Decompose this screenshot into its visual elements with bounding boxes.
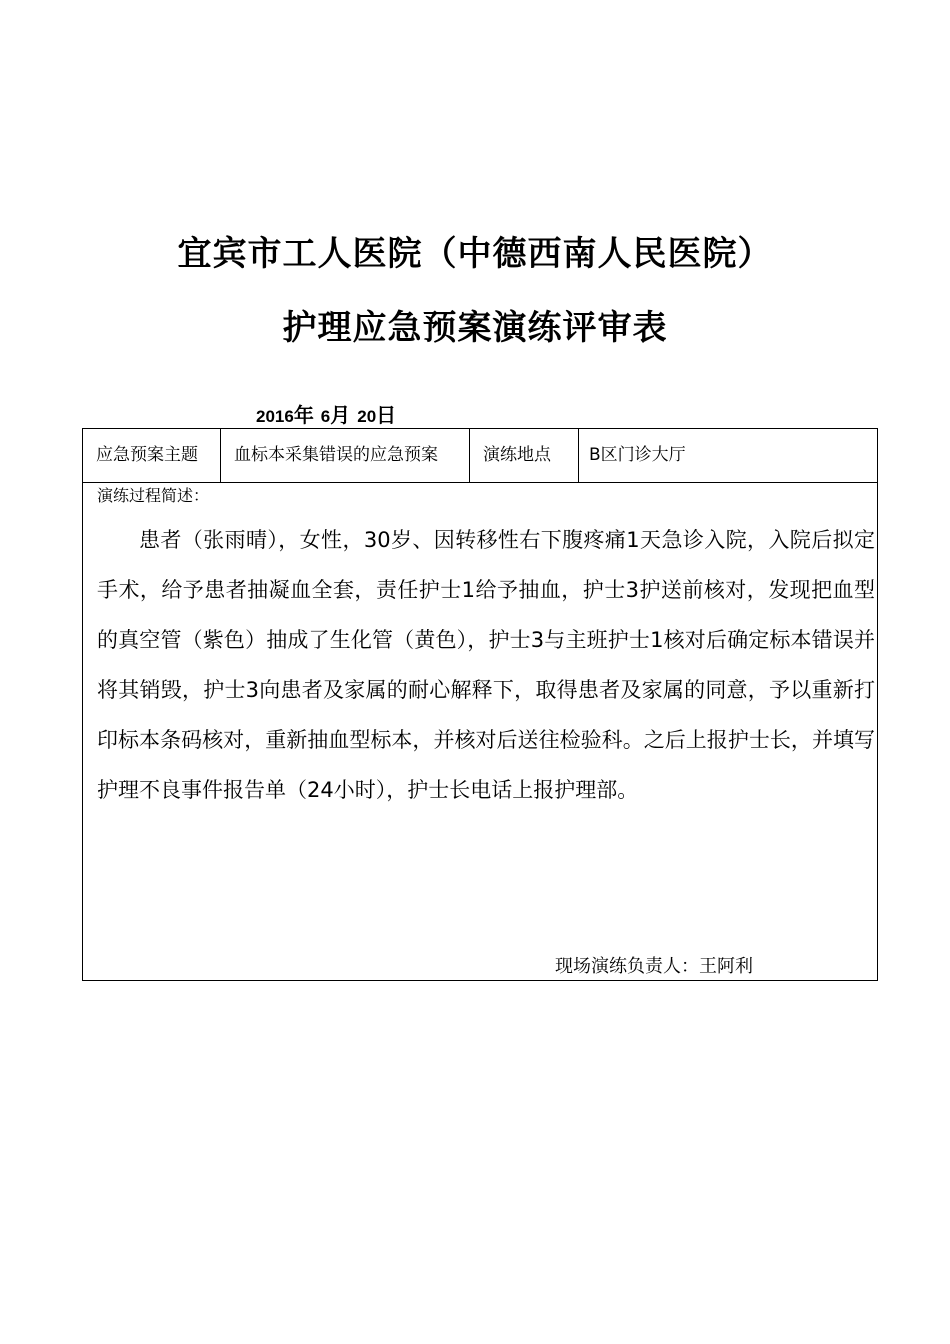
theme-value: 血标本采集错误的应急预案 [221, 429, 470, 482]
responsible-signature [555, 955, 753, 979]
location-label: 演练地点 [470, 429, 579, 482]
process-description: 患者（张雨晴），女性，30岁、因转移性右下腹疼痛1天急诊入院，入院后拟定手术，给予患者抽凝血全套，责任护士1给予抽血，护士3护送前核对，发现把血型的真空管（紫色）抽成了生化管（黄色），护士3与主班护士1核对后确定标本错误并将其销毁，护士3向患者及家属的耐心解释下，取得患者及家属的同意，予以重新打印标本条码核对，重新抽血型标本，并核对后送往检验科。之后上报护士长，并填写护理不良事件报告单（24小时），护士长电话上报护理部。 [97, 528, 875, 802]
process-label: 演练过程简述： [97, 486, 210, 505]
date-month-unit: 月 [330, 403, 351, 427]
responsible-name: 王阿利 [699, 956, 753, 977]
document-title-line1: 宜宾市工人医院（中德西南人民医院） [177, 234, 773, 274]
review-form-table [82, 428, 878, 981]
document-title-line2: 护理应急预案演练评审表 [282, 308, 668, 348]
date-day: 20 [357, 407, 377, 426]
document-date [256, 402, 396, 430]
theme-label: 应急预案主题 [83, 429, 221, 482]
form-header-row [83, 429, 877, 483]
date-month: 6 [320, 407, 331, 426]
date-year: 2016 [256, 407, 294, 426]
date-year-unit: 年 [293, 403, 314, 427]
responsible-label: 现场演练负责人： [555, 956, 699, 977]
location-value: B区门诊大厅 [589, 445, 686, 465]
date-day-unit: 日 [376, 403, 397, 427]
